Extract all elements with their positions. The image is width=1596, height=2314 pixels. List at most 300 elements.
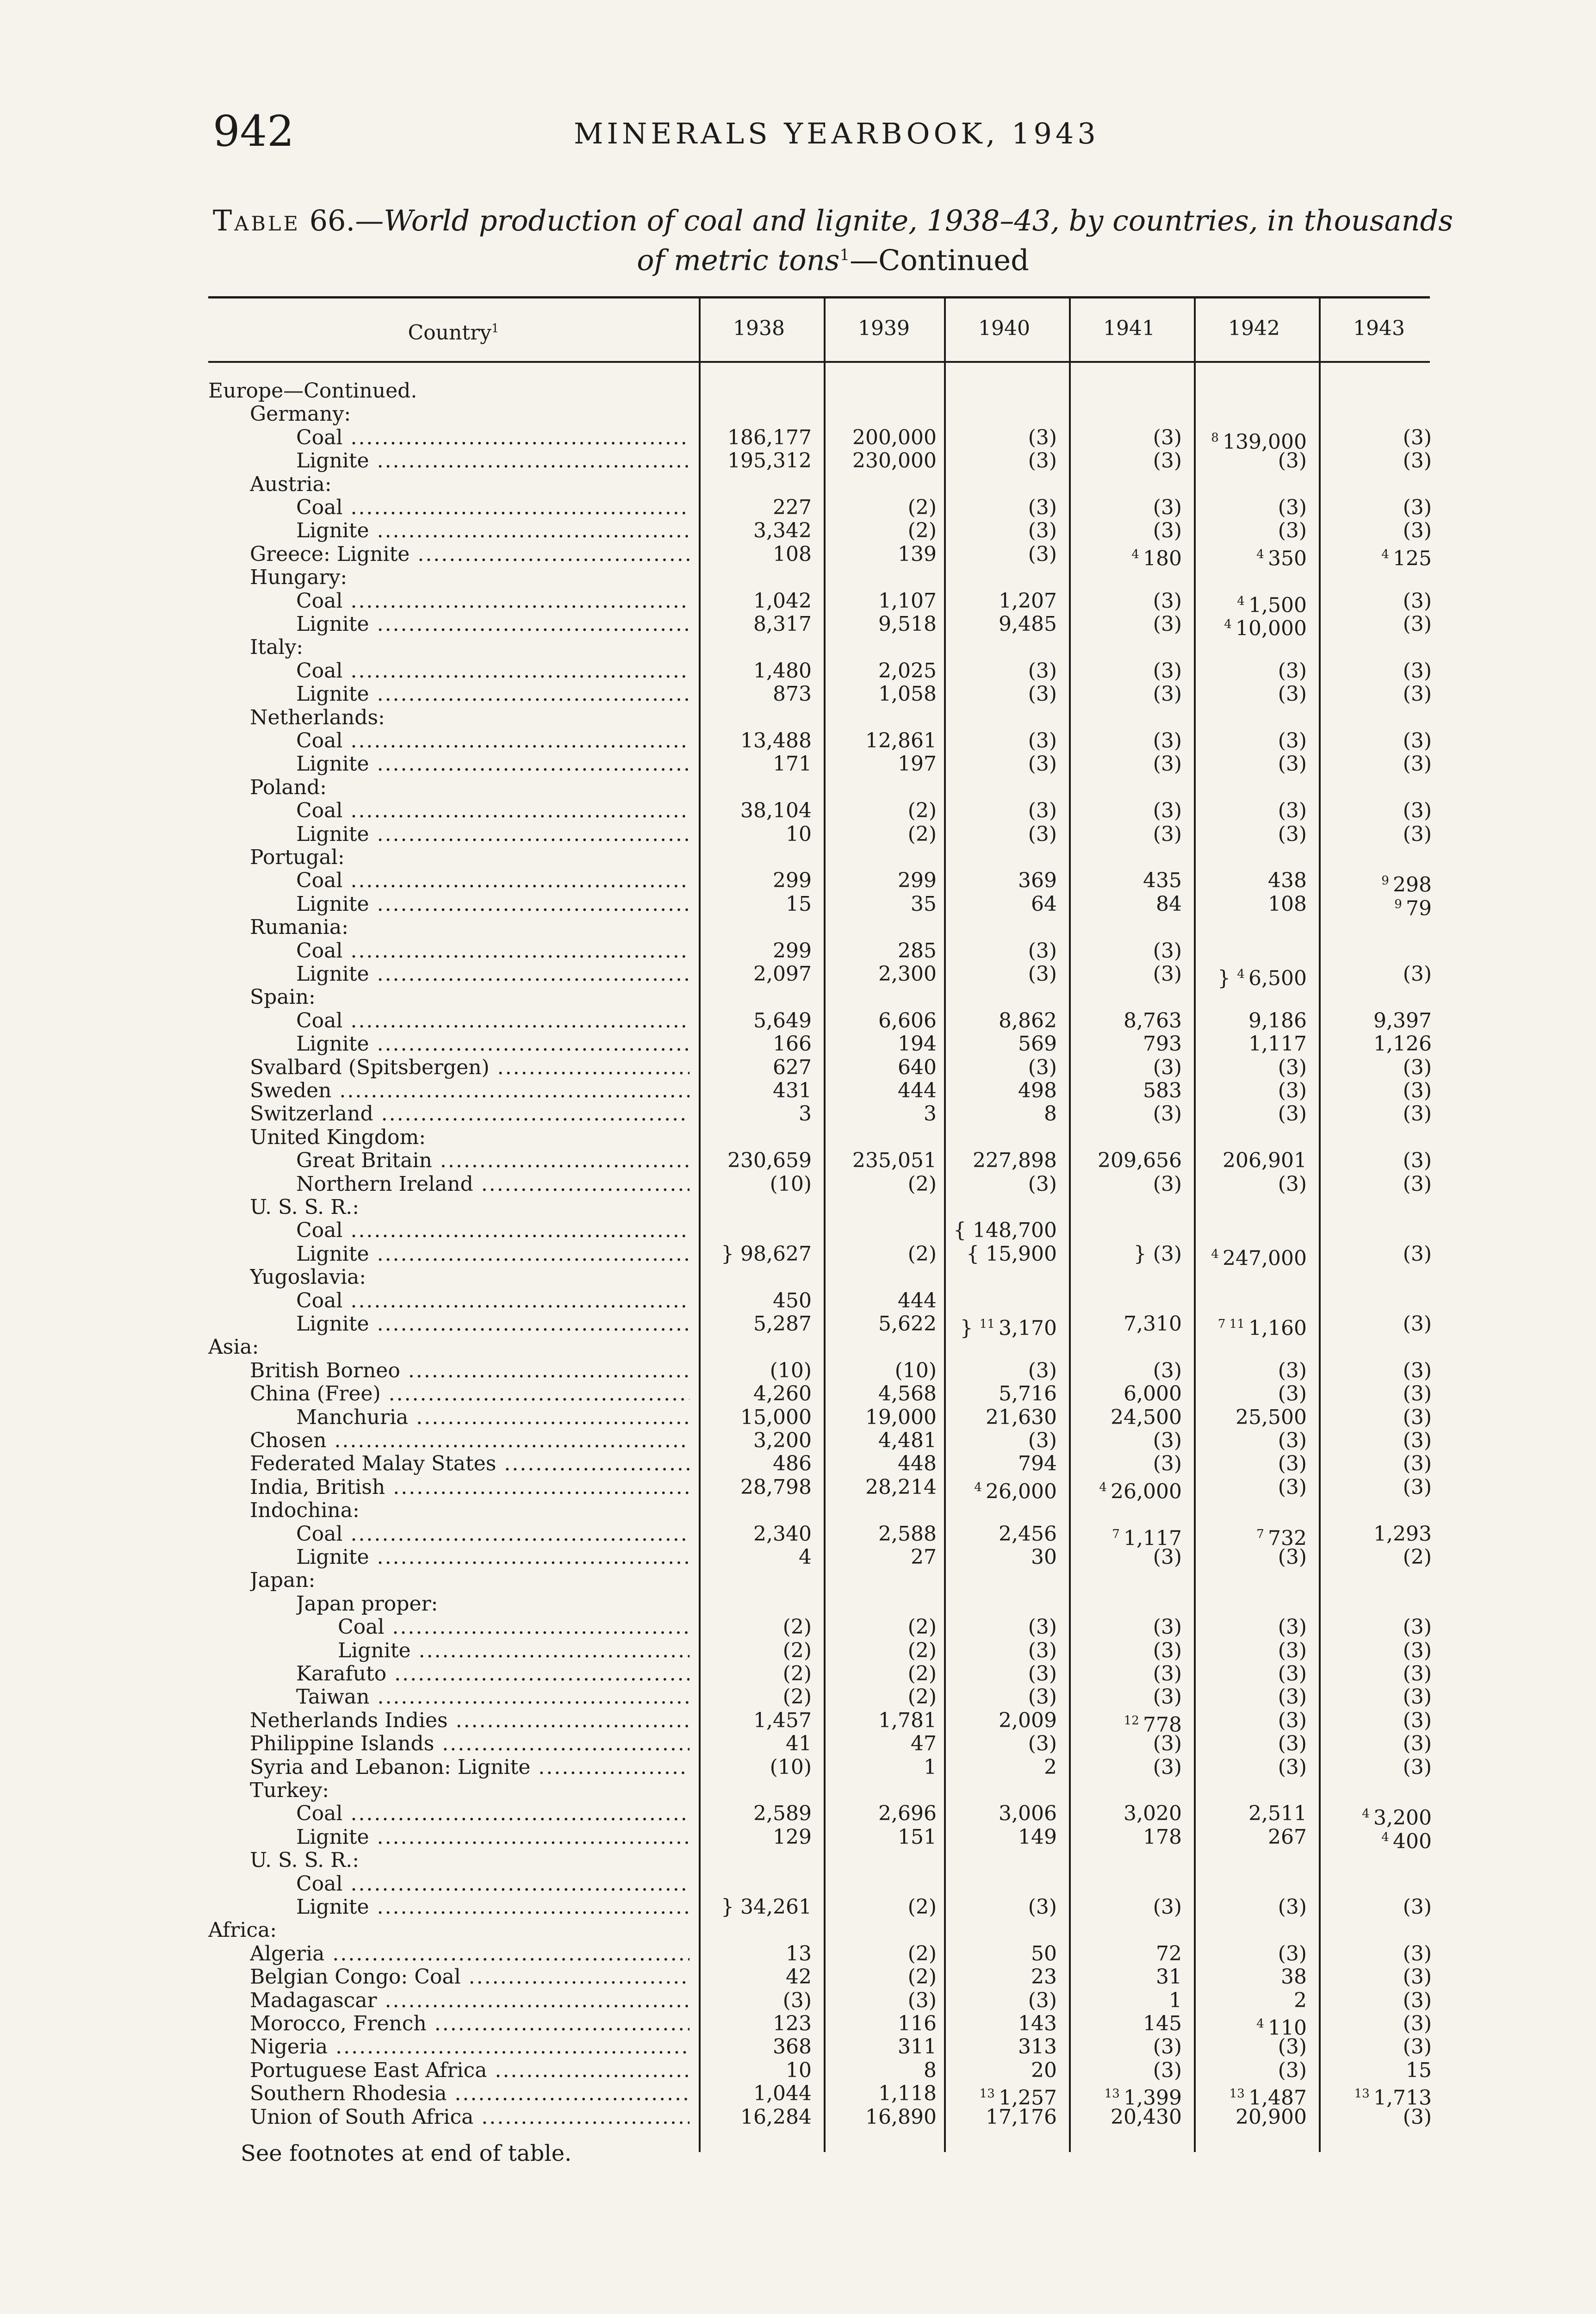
value-cell-1939: 12,861 (865, 729, 937, 753)
value-cell-1938: 2,589 (753, 1802, 812, 1826)
row-label: Greece: Lignite ..... (250, 543, 689, 566)
value-cell-1942: (3) (1278, 1895, 1307, 1919)
row-label: Taiwan ..... (296, 1686, 689, 1709)
value-cell-1939: 19,000 (865, 1405, 937, 1429)
row-label: Netherlands: (250, 706, 385, 729)
value-cell-1942: 267 (1268, 1825, 1307, 1849)
value-cell-1939: 139 (898, 542, 937, 566)
production-table (208, 296, 1430, 2152)
value-cell-1941: (3) (1153, 1429, 1182, 1452)
value-cell-1942: (3) (1278, 1382, 1307, 1406)
value-cell-1942: 108 (1268, 892, 1307, 916)
row-label: Asia: (208, 1336, 259, 1359)
value-cell-1941: $^{13}$ 1,399 (1104, 2086, 1182, 2110)
value-cell-1942: (3) (1278, 1079, 1307, 1102)
value-cell-1942: (3) (1278, 1941, 1307, 1966)
value-cell-1943: (3) (1403, 1965, 1432, 1989)
value-cell-1942: $^4$ 110 (1256, 2016, 1307, 2040)
value-cell-1942: (3) (1278, 822, 1307, 846)
value-cell-1938: 5,287 (753, 1312, 812, 1336)
table-row (208, 1989, 1430, 2012)
page-number: 942 (213, 106, 294, 156)
row-label: Algeria ..... (250, 1942, 689, 1966)
table-row (208, 612, 1432, 641)
value-cell-1942: $^4$ 247,000 (1211, 1246, 1307, 1270)
value-cell-1942: (3) (1278, 1732, 1307, 1756)
row-label: Portugal: (250, 846, 345, 869)
value-cell-1939: (2) (907, 519, 937, 543)
value-cell-1941: 178 (1143, 1825, 1182, 1849)
row-label: Portuguese East Africa ..... (250, 2059, 689, 2082)
value-cell-1939: 285 (898, 939, 937, 963)
caption-continued: —Continued (850, 243, 1029, 277)
value-cell-1943: (3) (1403, 752, 1432, 776)
table-label: Table (212, 204, 300, 237)
value-cell-1939: (2) (907, 1965, 937, 1989)
table-row (208, 1639, 1430, 1662)
value-cell-1939: 6,606 (878, 1008, 937, 1033)
value-cell-1941: (3) (1153, 1055, 1182, 1079)
table-row (208, 1825, 1432, 1854)
table-row (208, 425, 1432, 454)
value-cell-1938: (10) (770, 1755, 812, 1779)
value-cell-1938: 3,342 (753, 519, 812, 543)
value-cell-1943: (3) (1403, 449, 1432, 473)
value-cell-1940: 498 (1018, 1079, 1057, 1102)
value-cell-1943: (3) (1403, 1149, 1432, 1173)
row-label: India, British ..... (250, 1476, 689, 1499)
value-cell-1943: (3) (1403, 1102, 1432, 1126)
value-cell-1942: (3) (1278, 2035, 1307, 2059)
value-cell-1938: } 34,261 (721, 1895, 812, 1919)
row-label: Europe—Continued. (208, 379, 417, 403)
column-header-1942: 1942 (1228, 317, 1280, 340)
value-cell-1940: (3) (1028, 1662, 1057, 1686)
value-cell-1943: (3) (1403, 1429, 1432, 1452)
row-label: Netherlands Indies ..... (250, 1709, 689, 1732)
footnote-reference: See footnotes at end of table. (241, 2140, 572, 2166)
value-cell-1941: $^7$ 1,117 (1112, 1526, 1182, 1550)
value-cell-1938: 8,317 (753, 612, 812, 636)
value-cell-1943: (3) (1403, 1708, 1432, 1732)
value-cell-1940: (3) (1028, 752, 1057, 776)
value-cell-1941: (3) (1153, 752, 1182, 776)
value-cell-1941: 84 (1156, 892, 1182, 916)
value-cell-1938: 28,798 (740, 1475, 812, 1499)
table-row (208, 799, 1430, 822)
value-cell-1943: (3) (1403, 822, 1432, 846)
value-cell-1940: (3) (1028, 799, 1057, 823)
value-cell-1940: 9,485 (999, 612, 1057, 636)
value-cell-1939: 2,025 (878, 659, 937, 683)
table-row (208, 1756, 1430, 1779)
value-cell-1940: (3) (1028, 682, 1057, 706)
value-cell-1943: (3) (1403, 729, 1432, 753)
value-cell-1943: (3) (1403, 799, 1432, 823)
value-cell-1942: (3) (1278, 2058, 1307, 2082)
value-cell-1939: 4,568 (878, 1382, 937, 1406)
row-label: Africa: (208, 1919, 277, 1942)
value-cell-1938: 108 (773, 542, 812, 566)
row-label: Lignite ..... (296, 1826, 689, 1849)
value-cell-1943: $^4$ 400 (1381, 1829, 1432, 1854)
value-cell-1942: (3) (1278, 1452, 1307, 1476)
table-row (208, 846, 1430, 869)
value-cell-1940: 1,207 (999, 589, 1057, 613)
value-cell-1943: (3) (1403, 1312, 1432, 1336)
value-cell-1942: (3) (1278, 1708, 1307, 1732)
value-cell-1943: (3) (1403, 519, 1432, 543)
value-cell-1941: (3) (1153, 1615, 1182, 1639)
value-cell-1942: 206,901 (1223, 1149, 1307, 1173)
column-header-1940: 1940 (978, 317, 1030, 340)
value-cell-1938: (2) (782, 1638, 812, 1662)
value-cell-1938: 299 (773, 939, 812, 963)
row-label: Northern Ireland ..... (296, 1173, 689, 1196)
row-label: Coal ..... (296, 1872, 689, 1896)
table-header-rule (208, 361, 1430, 363)
value-cell-1939: 448 (898, 1452, 937, 1476)
table-row (208, 449, 1430, 473)
value-cell-1941: 6,000 (1124, 1382, 1182, 1406)
row-label: Coal ..... (296, 799, 689, 822)
row-label: Lignite ..... (296, 1546, 689, 1569)
value-cell-1943: (3) (1403, 612, 1432, 636)
table-row (208, 2035, 1430, 2059)
value-cell-1940: 8,862 (999, 1008, 1057, 1033)
table-row (208, 823, 1430, 846)
value-cell-1943: (3) (1403, 1988, 1432, 2012)
value-cell-1940: (3) (1028, 962, 1057, 986)
value-cell-1939: (2) (907, 799, 937, 823)
value-cell-1941: (3) (1153, 1172, 1182, 1196)
value-cell-1943: (3) (1403, 1055, 1432, 1079)
row-label: U. S. S. R.: (250, 1849, 360, 1872)
value-cell-1938: 368 (773, 2035, 812, 2059)
row-label: Coal ..... (296, 590, 689, 613)
value-cell-1943: (3) (1403, 682, 1432, 706)
value-cell-1941: 20,430 (1111, 2105, 1182, 2129)
row-label: Coal ..... (296, 1219, 689, 1242)
table-row (208, 2059, 1430, 2082)
value-cell-1938: 10 (786, 2058, 812, 2082)
value-cell-1939: 444 (898, 1079, 937, 1102)
table-row (208, 1616, 1430, 1639)
value-cell-1939: 1 (924, 1755, 937, 1779)
table-row (208, 1149, 1430, 1172)
value-cell-1939: 311 (898, 2035, 937, 2059)
value-cell-1938: 486 (773, 1452, 812, 1476)
value-cell-1939: (2) (907, 1242, 937, 1266)
value-cell-1942: 9,186 (1248, 1008, 1307, 1033)
value-cell-1943: $^4$ 125 (1381, 547, 1432, 571)
value-cell-1940: (3) (1028, 449, 1057, 473)
row-label: Coal ..... (338, 1616, 689, 1639)
row-label: Lignite ..... (296, 1243, 689, 1266)
table-row (208, 2012, 1432, 2040)
value-cell-1940: 17,176 (986, 2105, 1057, 2129)
value-cell-1940: $^{13}$ 1,257 (979, 2086, 1057, 2110)
value-cell-1943: (3) (1403, 1242, 1432, 1266)
row-label: Lignite ..... (296, 753, 689, 776)
value-cell-1940: (3) (1028, 1895, 1057, 1919)
value-cell-1940: 20 (1031, 2058, 1057, 2082)
value-cell-1938: 230,659 (727, 1149, 812, 1173)
table-row (208, 379, 1430, 403)
value-cell-1941: 145 (1143, 2012, 1182, 2035)
value-cell-1940: (3) (1028, 519, 1057, 543)
value-cell-1939: 151 (898, 1825, 937, 1849)
value-cell-1943: (3) (1403, 1172, 1432, 1196)
value-cell-1940: (3) (1028, 1358, 1057, 1382)
table-row (208, 1102, 1430, 1126)
table-row (208, 962, 1432, 990)
table-row (208, 1499, 1430, 1522)
table-row (208, 1686, 1430, 1709)
row-label: China (Free) ..... (250, 1382, 689, 1406)
row-label: Hungary: (250, 566, 348, 590)
value-cell-1940: 2,456 (999, 1522, 1057, 1546)
value-cell-1938: 1,042 (753, 589, 812, 613)
value-cell-1941: (3) (1153, 1662, 1182, 1686)
value-cell-1942: (3) (1278, 682, 1307, 706)
value-cell-1941: 435 (1143, 869, 1182, 893)
value-cell-1940: (3) (1028, 542, 1057, 566)
value-cell-1943: $^9$ 298 (1381, 873, 1432, 897)
value-cell-1940: (3) (1028, 1638, 1057, 1662)
value-cell-1940: 30 (1031, 1545, 1057, 1569)
row-label: Poland: (250, 776, 327, 799)
value-cell-1941: (3) (1153, 2058, 1182, 2082)
value-cell-1943: (3) (1403, 1895, 1432, 1919)
row-label: Federated Malay States ..... (250, 1452, 689, 1475)
value-cell-1941: (3) (1153, 589, 1182, 613)
value-cell-1940: 3,006 (999, 1802, 1057, 1826)
value-cell-1943: (3) (1403, 1405, 1432, 1429)
row-label: Austria: (250, 473, 332, 496)
value-cell-1938: 450 (773, 1288, 812, 1313)
value-cell-1938: 4,260 (753, 1382, 812, 1406)
row-label: Lignite ..... (296, 1313, 689, 1336)
row-label: Italy: (250, 636, 304, 659)
value-cell-1942: (3) (1278, 799, 1307, 823)
value-cell-1939: 444 (898, 1288, 937, 1313)
value-cell-1938: 627 (773, 1055, 812, 1079)
value-cell-1941: (3) (1153, 1755, 1182, 1779)
value-cell-1941: 209,656 (1098, 1149, 1182, 1173)
value-cell-1941: (3) (1153, 1452, 1182, 1476)
value-cell-1941: (3) (1153, 1685, 1182, 1709)
value-cell-1941: 72 (1156, 1941, 1182, 1966)
value-cell-1938: (10) (770, 1172, 812, 1196)
value-cell-1942: 2 (1294, 1988, 1307, 2012)
row-label: Syria and Lebanon: Lignite ..... (250, 1756, 689, 1779)
table-row (208, 1173, 1430, 1196)
value-cell-1942: $^4$ 1,500 (1237, 593, 1307, 617)
table-row (208, 1452, 1430, 1475)
value-cell-1941: (3) (1153, 1732, 1182, 1756)
row-label: Lignite ..... (296, 683, 689, 706)
value-cell-1938: 41 (786, 1732, 812, 1756)
value-cell-1940: 21,630 (986, 1405, 1057, 1429)
row-label: Chosen ..... (250, 1429, 689, 1452)
table-row (208, 1359, 1430, 1382)
table-row (208, 1942, 1430, 1966)
value-cell-1943: (3) (1403, 1662, 1432, 1686)
value-cell-1938: (2) (782, 1685, 812, 1709)
table-row (208, 1919, 1430, 1942)
row-label: Japan: (250, 1569, 316, 1592)
table-row (208, 519, 1430, 542)
value-cell-1941: (3) (1153, 425, 1182, 449)
row-label: Coal ..... (296, 869, 689, 892)
value-cell-1941: (3) (1153, 1102, 1182, 1126)
value-cell-1941: (3) (1153, 1358, 1182, 1382)
value-cell-1940: 149 (1018, 1825, 1057, 1849)
value-cell-1939: (2) (907, 1941, 937, 1966)
table-row (208, 729, 1430, 753)
table-row (208, 776, 1430, 799)
value-cell-1943: (3) (1403, 1755, 1432, 1779)
value-cell-1943: (3) (1403, 962, 1432, 986)
table-row (208, 1312, 1432, 1340)
value-cell-1938: 1,457 (753, 1708, 812, 1732)
value-cell-1938: 3 (799, 1102, 812, 1126)
table-row (208, 1266, 1430, 1289)
value-cell-1941: $^{12}$ 778 (1124, 1713, 1182, 1737)
value-cell-1938: 15 (786, 892, 812, 916)
value-cell-1939: 3 (924, 1102, 937, 1126)
value-cell-1939: 47 (911, 1732, 937, 1756)
table-row (208, 1056, 1430, 1079)
value-cell-1939: (2) (907, 1615, 937, 1639)
value-cell-1942: (3) (1278, 449, 1307, 473)
table-row (208, 1126, 1430, 1149)
table-row (208, 1242, 1432, 1270)
row-label: Coal ..... (296, 659, 689, 683)
row-label: Coal ..... (296, 426, 689, 449)
value-cell-1940: (3) (1028, 939, 1057, 963)
value-cell-1940: (3) (1028, 496, 1057, 519)
table-row (208, 1662, 1430, 1686)
row-label: British Borneo ..... (250, 1359, 689, 1382)
value-cell-1940: 2,009 (999, 1708, 1057, 1732)
value-cell-1939: 28,214 (865, 1475, 937, 1499)
value-cell-1940: 794 (1018, 1452, 1057, 1476)
value-cell-1941: 8,763 (1124, 1008, 1182, 1033)
value-cell-1938: 123 (773, 2012, 812, 2035)
value-cell-1938: (10) (770, 1358, 812, 1382)
value-cell-1939: (2) (907, 1895, 937, 1919)
table-row (208, 1569, 1430, 1592)
value-cell-1941: (3) (1153, 2035, 1182, 2059)
value-cell-1940: 23 (1031, 1965, 1057, 1989)
row-label: Nigeria ..... (250, 2035, 689, 2059)
value-cell-1939: 9,518 (878, 612, 937, 636)
value-cell-1943: (3) (1403, 1638, 1432, 1662)
row-label: Lignite ..... (296, 449, 689, 473)
value-cell-1939: 197 (898, 752, 937, 776)
value-cell-1938: (3) (782, 1988, 812, 2012)
table-row (208, 1896, 1430, 1919)
table-row (208, 1079, 1430, 1102)
value-cell-1943: $^9$ 79 (1394, 896, 1432, 921)
value-cell-1943: (3) (1403, 2012, 1432, 2035)
value-cell-1942: (3) (1278, 1755, 1307, 1779)
value-cell-1942: 1,117 (1248, 1032, 1307, 1056)
value-cell-1943: (3) (1403, 659, 1432, 683)
value-cell-1938: 2,340 (753, 1522, 812, 1546)
value-cell-1938: 2,097 (753, 962, 812, 986)
row-label: Coal ..... (296, 1289, 689, 1313)
value-cell-1940: 2 (1044, 1755, 1057, 1779)
value-cell-1943: (3) (1403, 2035, 1432, 2059)
table-row (208, 589, 1432, 617)
value-cell-1939: (2) (907, 822, 937, 846)
value-cell-1938: 227 (773, 496, 812, 519)
table-row (208, 869, 1432, 897)
value-cell-1938: 171 (773, 752, 812, 776)
value-cell-1941: $^4$ 26,000 (1099, 1480, 1182, 1504)
table-row (208, 1009, 1430, 1033)
value-cell-1942: (3) (1278, 1055, 1307, 1079)
value-cell-1943: (3) (1403, 1079, 1432, 1102)
table-row (208, 1336, 1430, 1359)
value-cell-1941: (3) (1153, 496, 1182, 519)
table-row (208, 542, 1432, 571)
value-cell-1940: 569 (1018, 1032, 1057, 1056)
table-row (208, 939, 1430, 963)
table-row (208, 1872, 1430, 1896)
row-label: Southern Rhodesia ..... (250, 2082, 689, 2105)
row-label: Sweden ..... (250, 1079, 689, 1102)
value-cell-1941: (3) (1153, 682, 1182, 706)
value-cell-1940: $^4$ 26,000 (974, 1480, 1057, 1504)
value-cell-1940: (3) (1028, 1732, 1057, 1756)
table-row (208, 1033, 1430, 1056)
value-cell-1938: 4 (799, 1545, 812, 1569)
value-cell-1938: 299 (773, 869, 812, 893)
value-cell-1939: (2) (907, 1685, 937, 1709)
value-cell-1939: 116 (898, 2012, 937, 2035)
value-cell-1942: 20,900 (1236, 2105, 1307, 2129)
row-label: Lignite ..... (296, 1896, 689, 1919)
value-cell-1943: 1,293 (1373, 1522, 1432, 1546)
value-cell-1942: (3) (1278, 1429, 1307, 1452)
value-cell-1942: (3) (1278, 1545, 1307, 1569)
row-label: Svalbard (Spitsbergen) ..... (250, 1056, 689, 1079)
value-cell-1942: $^4$ 350 (1256, 547, 1307, 571)
value-cell-1941: (3) (1153, 519, 1182, 543)
value-cell-1942: (3) (1278, 519, 1307, 543)
value-cell-1938: } 98,627 (721, 1242, 812, 1266)
value-cell-1942: } $^4$ 6,500 (1217, 966, 1307, 990)
table-row (208, 1592, 1430, 1616)
value-cell-1938: 13 (786, 1941, 812, 1966)
value-cell-1942: 38 (1281, 1965, 1307, 1989)
value-cell-1942: 25,500 (1236, 1405, 1307, 1429)
value-cell-1940: { 15,900 (966, 1242, 1057, 1266)
value-cell-1941: (3) (1153, 962, 1182, 986)
row-label: Indochina: (250, 1499, 360, 1523)
row-label: Switzerland ..... (250, 1102, 689, 1126)
table-row (208, 1708, 1432, 1737)
value-cell-1941: (3) (1153, 799, 1182, 823)
value-cell-1943: (3) (1403, 1732, 1432, 1756)
row-label: Lignite ..... (296, 613, 689, 636)
table-row (208, 566, 1430, 589)
table-row (208, 892, 1432, 921)
